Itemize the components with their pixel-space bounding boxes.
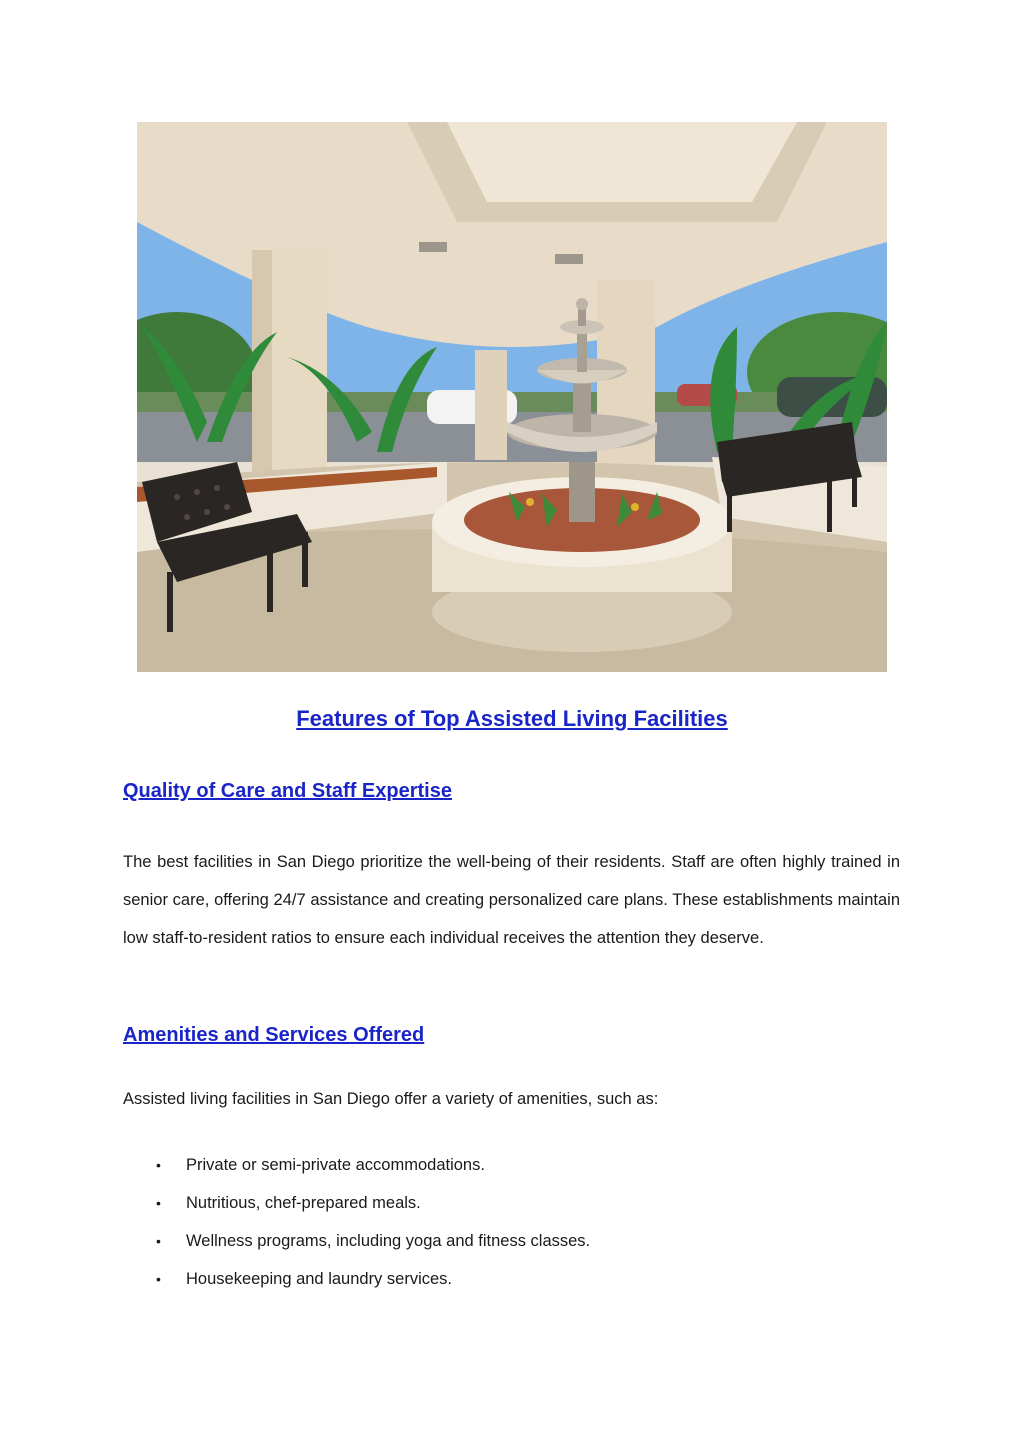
bullet-icon: • (156, 1157, 161, 1173)
bullet-icon: • (156, 1271, 161, 1287)
list-item-text: Private or semi-private accommodations. (186, 1156, 485, 1174)
fountain-illustration (137, 122, 887, 672)
list-item (123, 1266, 590, 1304)
section-heading-amenities[interactable]: Amenities and Services Offered (123, 1024, 425, 1046)
courtyard-photo (137, 122, 887, 672)
list-item-text: Housekeeping and laundry services. (186, 1270, 452, 1288)
list-item-text: Wellness programs, including yoga and fitness classes. (186, 1232, 591, 1250)
list-item-text: Nutritious, chef-prepared meals. (186, 1194, 421, 1212)
list-item (123, 1190, 590, 1228)
bullet-icon: • (156, 1195, 161, 1211)
list-item (123, 1152, 590, 1190)
section-heading-quality-of-care[interactable]: Quality of Care and Staff Expertise (123, 780, 452, 802)
amenities-list (123, 1152, 590, 1304)
quality-of-care-paragraph: The best facilities in San Diego prioritize the well-being of their residents. Staff are often highly trained in senior care, offering 24/7 assistance and creating personalized care plans. These establishments maintain low staff-to-resident ratios to ensure each individual receives the attention they deserve. (123, 853, 900, 947)
page-title[interactable]: Features of Top Assisted Living Facilities (296, 706, 728, 731)
bullet-icon: • (156, 1233, 161, 1249)
list-item (123, 1228, 590, 1266)
amenities-intro: Assisted living facilities in San Diego offer a variety of amenities, such as: (123, 1090, 659, 1108)
